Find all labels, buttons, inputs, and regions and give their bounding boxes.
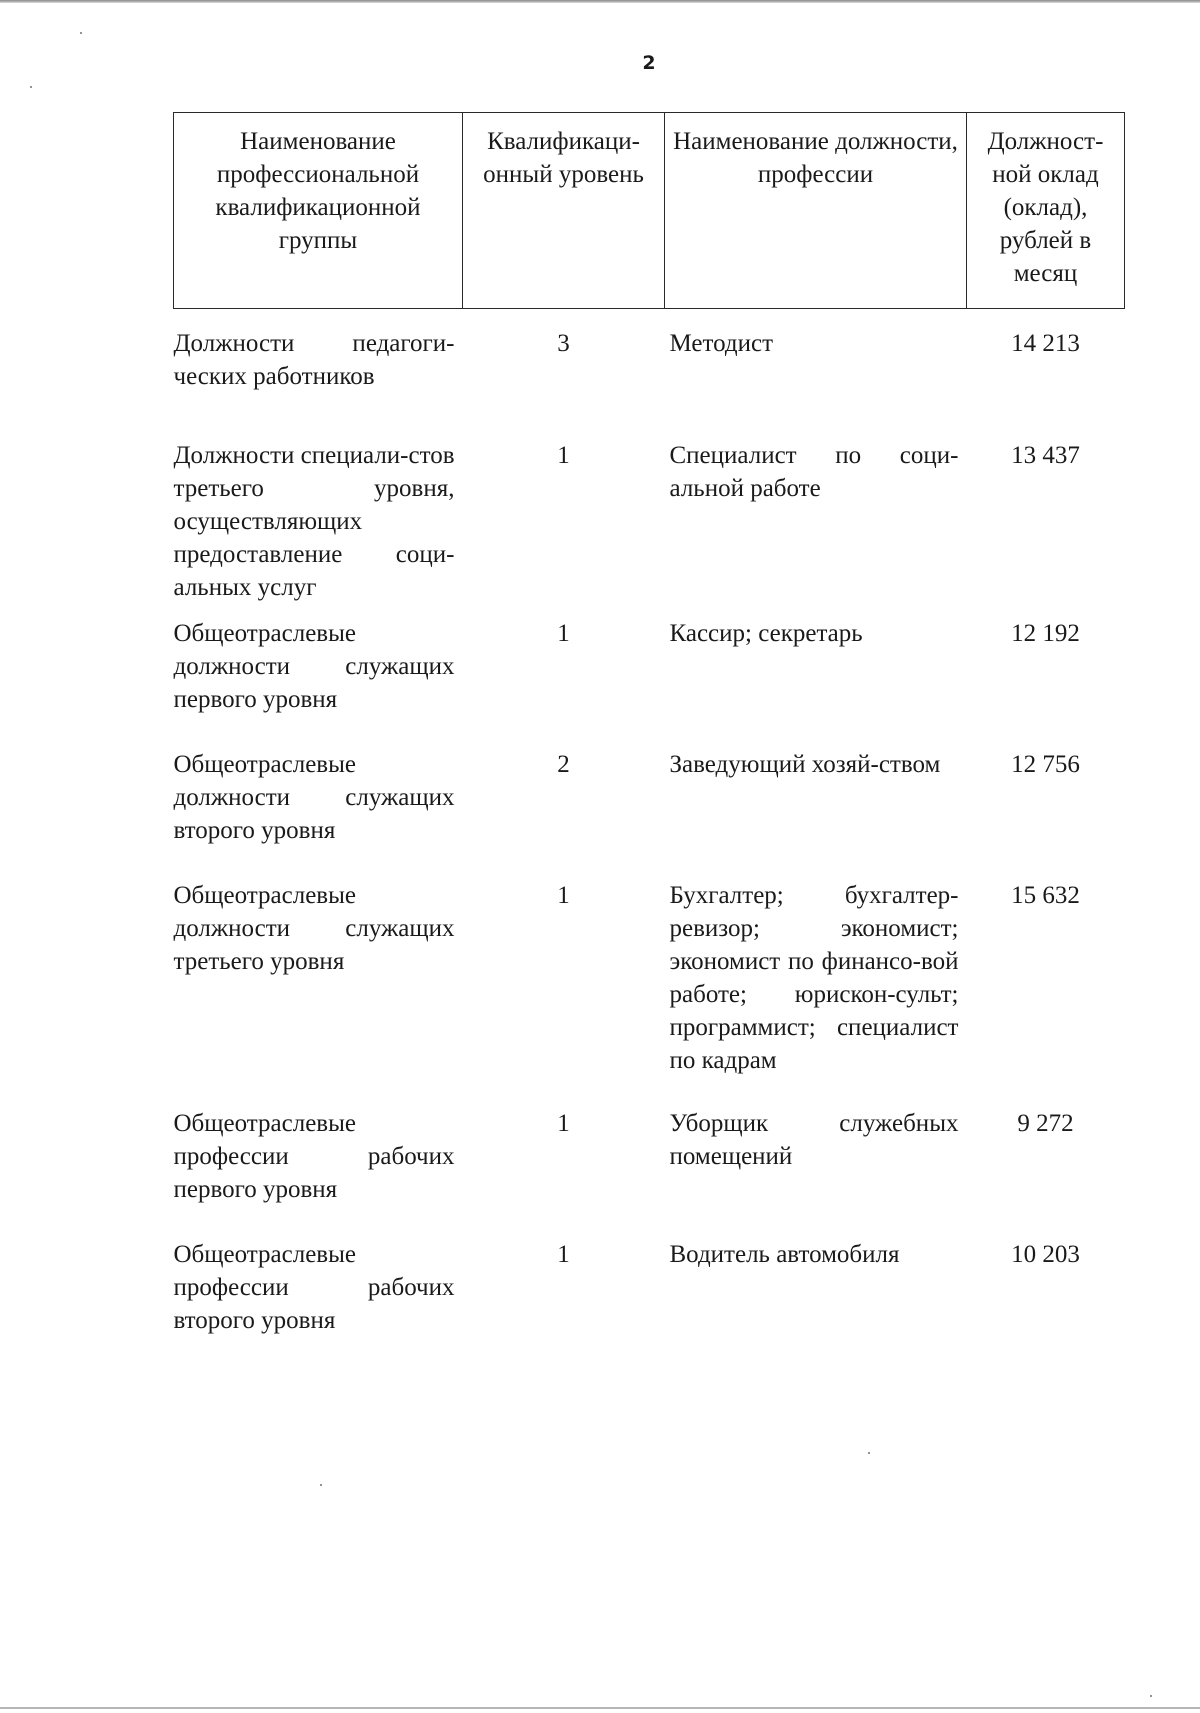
- group-cell: Общеотраслевые должности служащих второго уровня: [173, 751, 455, 844]
- position-cell: Бухгалтер; бухгалтер-ревизор; экономист; экономист по финансо-вой работе; юрискон-сульт; программист; специалист по кадрам: [669, 882, 959, 1074]
- position-cell: Заведующий хозяй-ством: [669, 751, 941, 778]
- header-qualification-level: [463, 113, 665, 309]
- scan-edge-bottom: [0, 1707, 1200, 1709]
- scan-speck: [320, 1484, 322, 1486]
- header-salary-text: Должност-ной оклад (оклад), рублей в месяц: [987, 128, 1104, 287]
- table-row: [174, 879, 1125, 1107]
- header-position-name-text: Наименование должности, профессии: [673, 128, 958, 188]
- level-cell: 1: [557, 1110, 570, 1137]
- group-cell: Общеотраслевые должности служащих третьего уровня: [173, 882, 455, 975]
- group-cell: Общеотраслевые профессии рабочих второго уровня: [173, 1241, 455, 1334]
- position-cell: Кассир; секретарь: [669, 620, 863, 647]
- header-position-name: [665, 113, 967, 309]
- level-cell: 3: [557, 330, 570, 357]
- salary-cell: 12 756: [1011, 751, 1080, 778]
- position-cell: Уборщик служебных помещений: [669, 1110, 959, 1170]
- salary-cell: 10 203: [1011, 1241, 1080, 1268]
- salary-cell: 9 272: [1017, 1110, 1074, 1137]
- level-cell: 2: [557, 751, 570, 778]
- scan-edge-top: [0, 0, 1200, 3]
- group-cell: Должности специали-стов третьего уровня, осуществляющих предоставление соци-альных услуг: [173, 442, 455, 601]
- header-group-name-text: Наименование профессиональной квалификационной группы: [215, 128, 421, 254]
- group-cell: Общеотраслевые должности служащих первого уровня: [173, 620, 455, 713]
- header-group-name: [174, 113, 463, 309]
- table-row: [174, 748, 1125, 879]
- salary-cell: 12 192: [1011, 620, 1080, 647]
- scan-speck: [80, 32, 82, 34]
- page-number: 2: [642, 52, 656, 74]
- scan-speck: [868, 1452, 870, 1454]
- table-row: [174, 309, 1125, 440]
- header-qualification-level-text: Квалификаци-онный уровень: [483, 128, 644, 188]
- header-row: [174, 113, 1125, 309]
- table-row: [174, 617, 1125, 748]
- table-row: [174, 439, 1125, 617]
- table-row: [174, 1238, 1125, 1348]
- group-cell: Общеотраслевые профессии рабочих первого уровня: [173, 1110, 455, 1203]
- salary-cell: 15 632: [1011, 882, 1080, 909]
- group-cell: Должности педагоги-ческих работников: [173, 330, 455, 390]
- header-salary: [967, 113, 1125, 309]
- table-row: [174, 1107, 1125, 1238]
- scan-speck: [30, 86, 32, 88]
- salary-cell: 13 437: [1011, 442, 1080, 469]
- table-body: [174, 309, 1125, 1349]
- position-cell: Водитель автомобиля: [669, 1241, 900, 1268]
- table-header: [174, 113, 1125, 309]
- salary-table: [173, 112, 1125, 1348]
- level-cell: 1: [557, 442, 570, 469]
- salary-cell: 14 213: [1011, 330, 1080, 357]
- position-cell: Специалист по соци-альной работе: [669, 442, 959, 502]
- level-cell: 1: [557, 1241, 570, 1268]
- level-cell: 1: [557, 620, 570, 647]
- level-cell: 1: [557, 882, 570, 909]
- position-cell: Методист: [669, 330, 773, 357]
- scan-speck: [1150, 1695, 1152, 1697]
